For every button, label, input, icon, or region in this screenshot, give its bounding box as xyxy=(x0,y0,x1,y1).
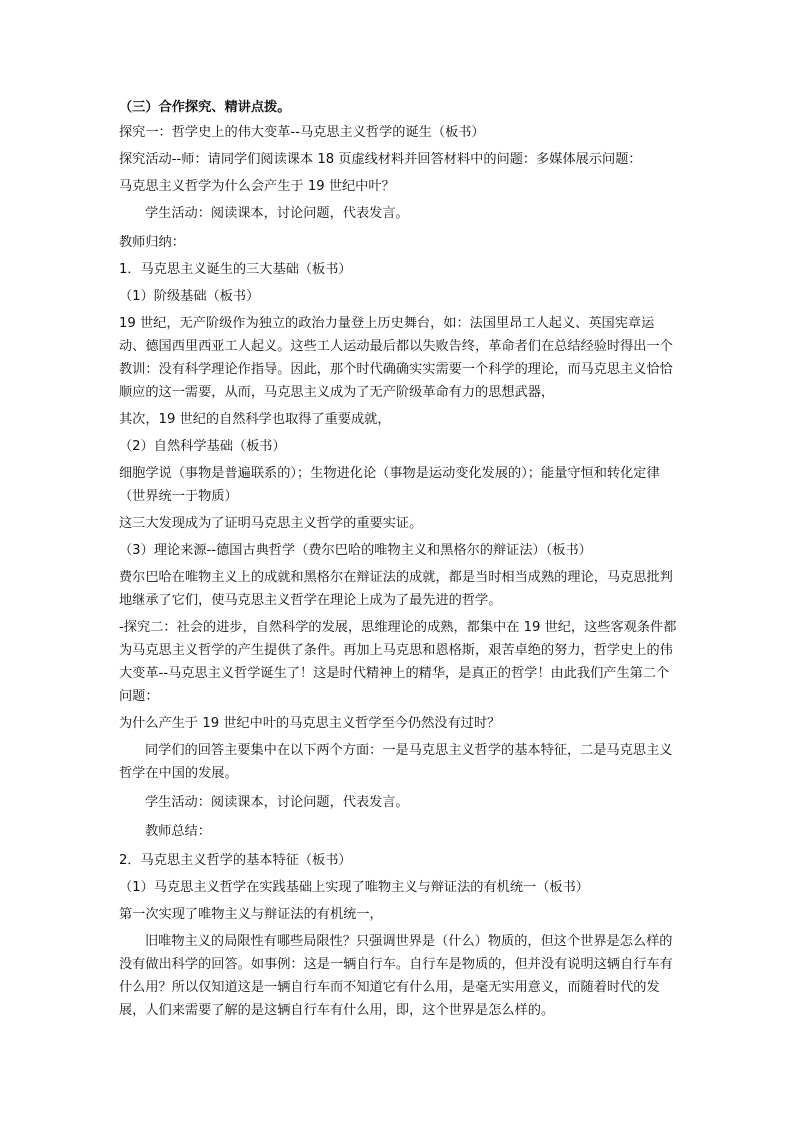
teacher-summary-label: 教师归纳： xyxy=(119,235,185,250)
question-one: 马克思主义哲学为什么会产生于 19 世纪中叶？ xyxy=(119,179,395,194)
section-heading: （三）合作探究、精讲点拨。 xyxy=(119,100,291,115)
student-activity-2: 学生活动：阅读课本，讨论问题，代表发言。 xyxy=(145,795,409,810)
paragraph-evidence: 这三大发现成为了证明马克思主义哲学的重要实证。 xyxy=(119,516,423,531)
subpoint-unity: （1）马克思主义哲学在实践基础上实现了唯物主义与辩证法的有机统一（板书） xyxy=(119,880,589,895)
student-activity: 学生活动：阅读课本，讨论问题，代表发言。 xyxy=(145,206,409,221)
student-answers-paragraph: 同学们的回答主要集中在以下两个方面：一是马克思主义哲学的基本特征，二是马克思主义哲学在中国的发展。 xyxy=(119,743,673,781)
paragraph-theory-source: 费尔巴哈在唯物主义上的成就和黑格尔在辩证法的成就，都是当时相当成熟的理论，马克思批判地继承了它们，使马克思主义哲学在理论上成为了最先进的哲学。 xyxy=(119,570,673,608)
inquiry-activity: 探究活动--师：请同学们阅读课本 18 页虚线材料并回答材料中的问题：多媒体展示问题： xyxy=(119,152,642,167)
paragraph-class-basis: 19 世纪，无产阶级作为独立的政治力量登上历史舞台，如：法国里昂工人起义、英国宪章运动、德国西里西亚工人起义。这些工人运动最后都以失败告终，革命者们在总结经验时得出一个教训：没有科学理论作指导。因此，那个时代确确实实需要一个科学的理论，而马克思主义恰恰顺应的这一需要，从而，马克思主义成为了无产阶级革命有力的思想武器， xyxy=(119,316,673,400)
paragraph-old-materialism: 旧唯物主义的局限性有哪些局限性？只强调世界是（什么）物质的，但这个世界是怎么样的没有做出科学的回答。如事例：这是一辆自行车。自行车是物质的，但并没有说明这辆自行车有什么用？所以仅知道这是一辆自行车而不知道它有什么用，是毫无实用意义，而随着时代的发展，人们来需要了解的是这辆自行车有什么用，即，这个世界是怎么样的。 xyxy=(119,934,673,1018)
paragraph-first-unity: 第一次实现了唯物主义与辩证法的有机统一， xyxy=(119,907,383,922)
point-2-heading: 2．马克思主义哲学的基本特征（板书） xyxy=(119,853,352,868)
question-two: 为什么产生于 19 世纪中叶的马克思主义哲学至今仍然没有过时？ xyxy=(119,716,501,731)
teacher-conclusion-label: 教师总结： xyxy=(145,824,211,839)
point-1-heading: 1．马克思主义诞生的三大基础（板书） xyxy=(119,262,352,277)
inquiry-one-title: 探究一：哲学史上的伟大变革--马克思主义哲学的诞生（板书） xyxy=(119,125,485,140)
subpoint-natural-science: （2）自然科学基础（板书） xyxy=(119,439,286,454)
paragraph-natural-science: 细胞学说（事物是普遍联系的）；生物进化论（事物是运动变化发展的）；能量守恒和转化定律（世界统一于物质） xyxy=(119,466,660,504)
subpoint-class-basis: （1）阶级基础（板书） xyxy=(119,289,260,304)
subpoint-theory-source: （3）理论来源--德国古典哲学（费尔巴哈的唯物主义和黑格尔的辩证法）（板书） xyxy=(119,543,592,558)
paragraph-transition: 其次，19 世纪的自然科学也取得了重要成就， xyxy=(119,412,391,427)
document-body xyxy=(119,96,679,1022)
inquiry-two-paragraph: -探究二：社会的进步，自然科学的发展，思维理论的成熟，都集中在 19 世纪，这些客观条件都为马克思主义哲学的产生提供了条件。再加上马克思和恩格斯，艰苦卓绝的努力，哲学史上的伟大变革--马克思主义哲学诞生了！这是时代精神上的精华，是真正的哲学！由此我们产生第二个问题： xyxy=(119,620,677,704)
